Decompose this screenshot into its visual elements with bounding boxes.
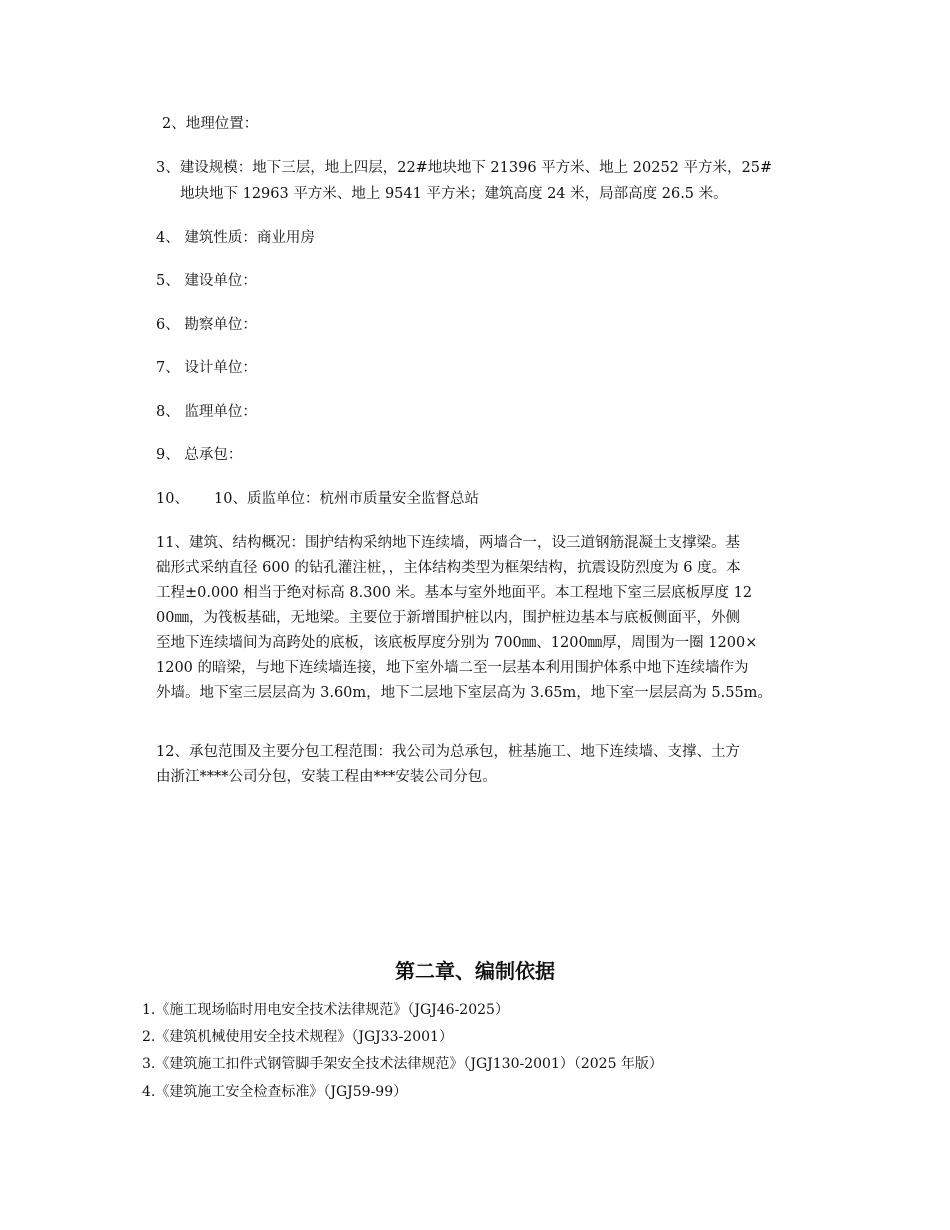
item-8-supervision-unit: 8、 监理单位： <box>156 404 257 420</box>
item-4-building-nature: 4、 建筑性质：商业用房 <box>156 230 315 246</box>
item-7-design-unit: 7、 设计单位： <box>156 360 257 376</box>
item-11-line: 础形式采纳直径 600 的钻孔灌注桩，，主体结构类型为框架结构，抗震设防烈度为 6 度。本 <box>156 560 741 576</box>
chapter-2-title: 第二章、编制依据 <box>395 959 555 983</box>
item-11-line: 至地下连续墙间为高跨处的底板，该底板厚度分别为 700㎜、1200㎜厚，周围为一圈 1200× <box>156 635 758 651</box>
item-12-line: 12、承包范围及主要分包工程范围：我公司为总承包，桩基施工、地下连续墙、支撑、土方 <box>156 744 740 760</box>
item-11-line: 外墙。地下室三层层高为 3.60m，地下二层地下室层高为 3.65m，地下室一层层高为 5.55m。 <box>156 685 772 701</box>
item-11-line: 工程±0.000 相当于绝对标高 8.300 米。基本与室外地面平。本工程地下室三层底板厚度 12 <box>156 585 753 601</box>
reference-item: 4.《建筑施工安全检查标准》（JGJ59-99） <box>142 1084 408 1100</box>
reference-item: 1.《施工现场临时用电安全技术法律规范》（JGJ46-2025） <box>142 1002 509 1018</box>
item-10-quality-supervision: 10、质监单位：杭州市质量安全监督总站 <box>214 491 479 507</box>
item-11-line: 00㎜，为筏板基础，无地梁。主要位于新增围护桩以内，围护桩边基本与底板侧面平，外侧 <box>156 610 740 626</box>
item-3-scale-line2: 地块地下 12963 平方米、地上 9541 平方米；建筑高度 24 米，局部高度 26.5 米。 <box>180 186 728 202</box>
reference-item: 2.《建筑机械使用安全技术规程》（JGJ33-2001） <box>142 1029 453 1045</box>
item-12-line: 由浙江****公司分包，安装工程由***安装公司分包。 <box>156 769 497 785</box>
reference-item: 3.《建筑施工扣件式钢管脚手架安全技术法律规范》（JGJ130-2001）（2025 年版） <box>142 1056 663 1072</box>
item-9-general-contractor: 9、 总承包： <box>156 447 243 463</box>
item-10-number: 10、 <box>156 491 189 507</box>
item-5-construction-unit: 5、 建设单位： <box>156 273 257 289</box>
item-3-scale-line1: 3、建设规模：地下三层，地上四层，22#地块地下 21396 平方米、地上 20252 平方米，25# <box>156 160 773 176</box>
item-11-line: 11、建筑、结构概况：围护结构采纳地下连续墙，两墙合一，设三道钢筋混凝土支撑梁。基 <box>156 535 740 551</box>
item-2-location: 2、地理位置： <box>162 116 259 132</box>
item-11-line: 1200 的暗梁，与地下连续墙连接，地下室外墙二至一层基本利用围护体系中地下连续墙作为 <box>156 660 749 676</box>
item-6-survey-unit: 6、 勘察单位： <box>156 317 257 333</box>
